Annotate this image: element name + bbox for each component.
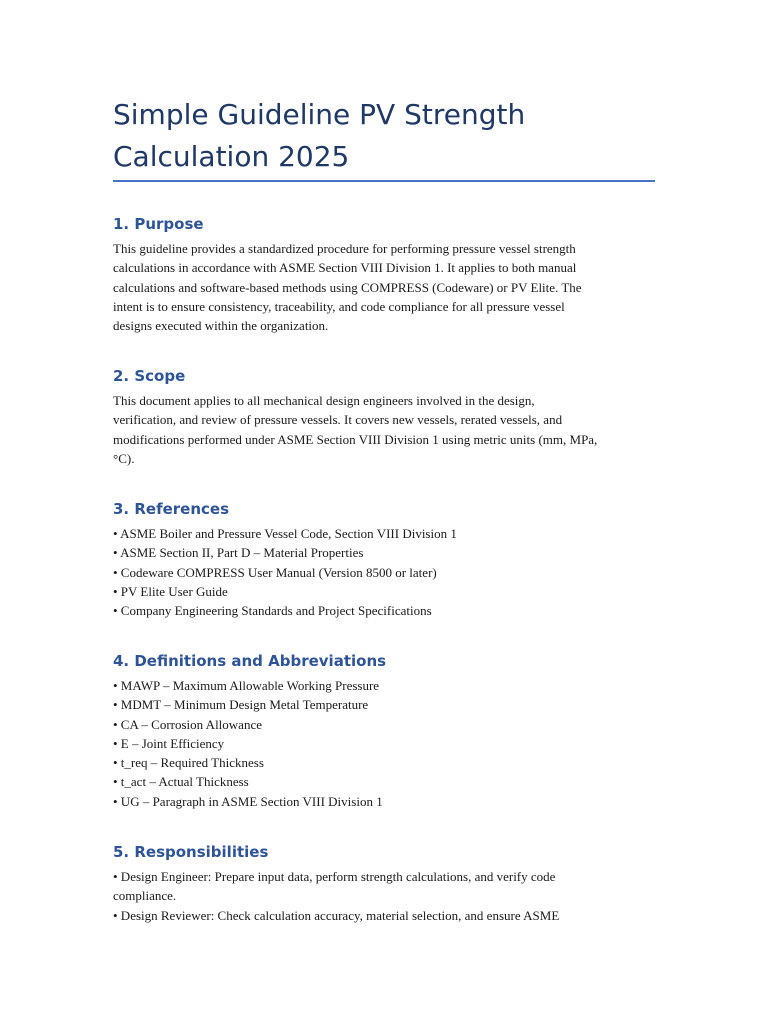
paragraph-line: This document applies to all mechanical design engineers involved in the design, [113,393,535,408]
list-item: • MDMT – Minimum Design Metal Temperature [113,697,369,713]
paragraph-line: calculations and software-based methods using COMPRESS (Codeware) or PV Elite. The [113,279,582,295]
list-item: • Design Reviewer: Check calculation accuracy, material selection, and ensure ASME [113,907,560,923]
bullet-list [113,524,673,620]
section-heading: 5. Responsibilities [113,843,269,861]
section-heading: 3. References [113,500,230,518]
title-line: Calculation 2025 [113,140,350,173]
paragraph-line: modifications performed under ASME Section VIII Division 1 using metric units (mm, MPa, [113,431,598,447]
list-item: • PV Elite User Guide [113,583,228,599]
list-item: • ASME Section II, Part D – Material Properties [113,545,364,561]
document-title [113,94,673,178]
list-item: • ASME Boiler and Pressure Vessel Code, Section VIII Division 1 [113,526,457,541]
title-line: Simple Guideline PV Strength [113,98,526,131]
section-scope [113,366,673,468]
bullet-list [113,867,673,925]
list-item: • t_req – Required Thickness [113,755,264,771]
section-heading: 1. Purpose [113,215,204,233]
list-item: • E – Joint Efficiency [113,735,225,751]
list-item: • CA – Corrosion Allowance [113,716,262,732]
list-item-continuation: compliance. [113,888,177,904]
section-heading: 2. Scope [113,367,186,385]
list-item: • t_act – Actual Thickness [113,774,249,790]
list-item: • Company Engineering Standards and Project Specifications [113,603,432,619]
paragraph-line: calculations in accordance with ASME Section VIII Division 1. It applies to both manual [113,260,577,276]
section-responsibilities [113,842,673,925]
section-paragraph [113,391,673,468]
list-item: • MAWP – Maximum Allowable Working Pressure [113,678,380,693]
paragraph-line: designs executed within the organization. [113,318,329,334]
list-item: • Codeware COMPRESS User Manual (Version 8500 or later) [113,564,437,580]
title-divider [113,180,655,182]
section-paragraph [113,239,673,335]
list-item: • Design Engineer: Prepare input data, perform strength calculations, and verify code [113,869,556,884]
paragraph-line: intent is to ensure consistency, traceability, and code compliance for all pressure vessel [113,298,565,314]
bullet-list [113,676,673,811]
section-definitions [113,651,673,811]
section-references [113,499,673,620]
section-heading: 4. Definitions and Abbreviations [113,652,387,670]
section-purpose [113,214,673,335]
paragraph-line: This guideline provides a standardized procedure for performing pressure vessel strength [113,241,576,256]
paragraph-line: verification, and review of pressure vessels. It covers new vessels, rerated vessels, and [113,412,563,428]
paragraph-line: °C). [113,450,135,466]
list-item: • UG – Paragraph in ASME Section VIII Division 1 [113,793,383,809]
